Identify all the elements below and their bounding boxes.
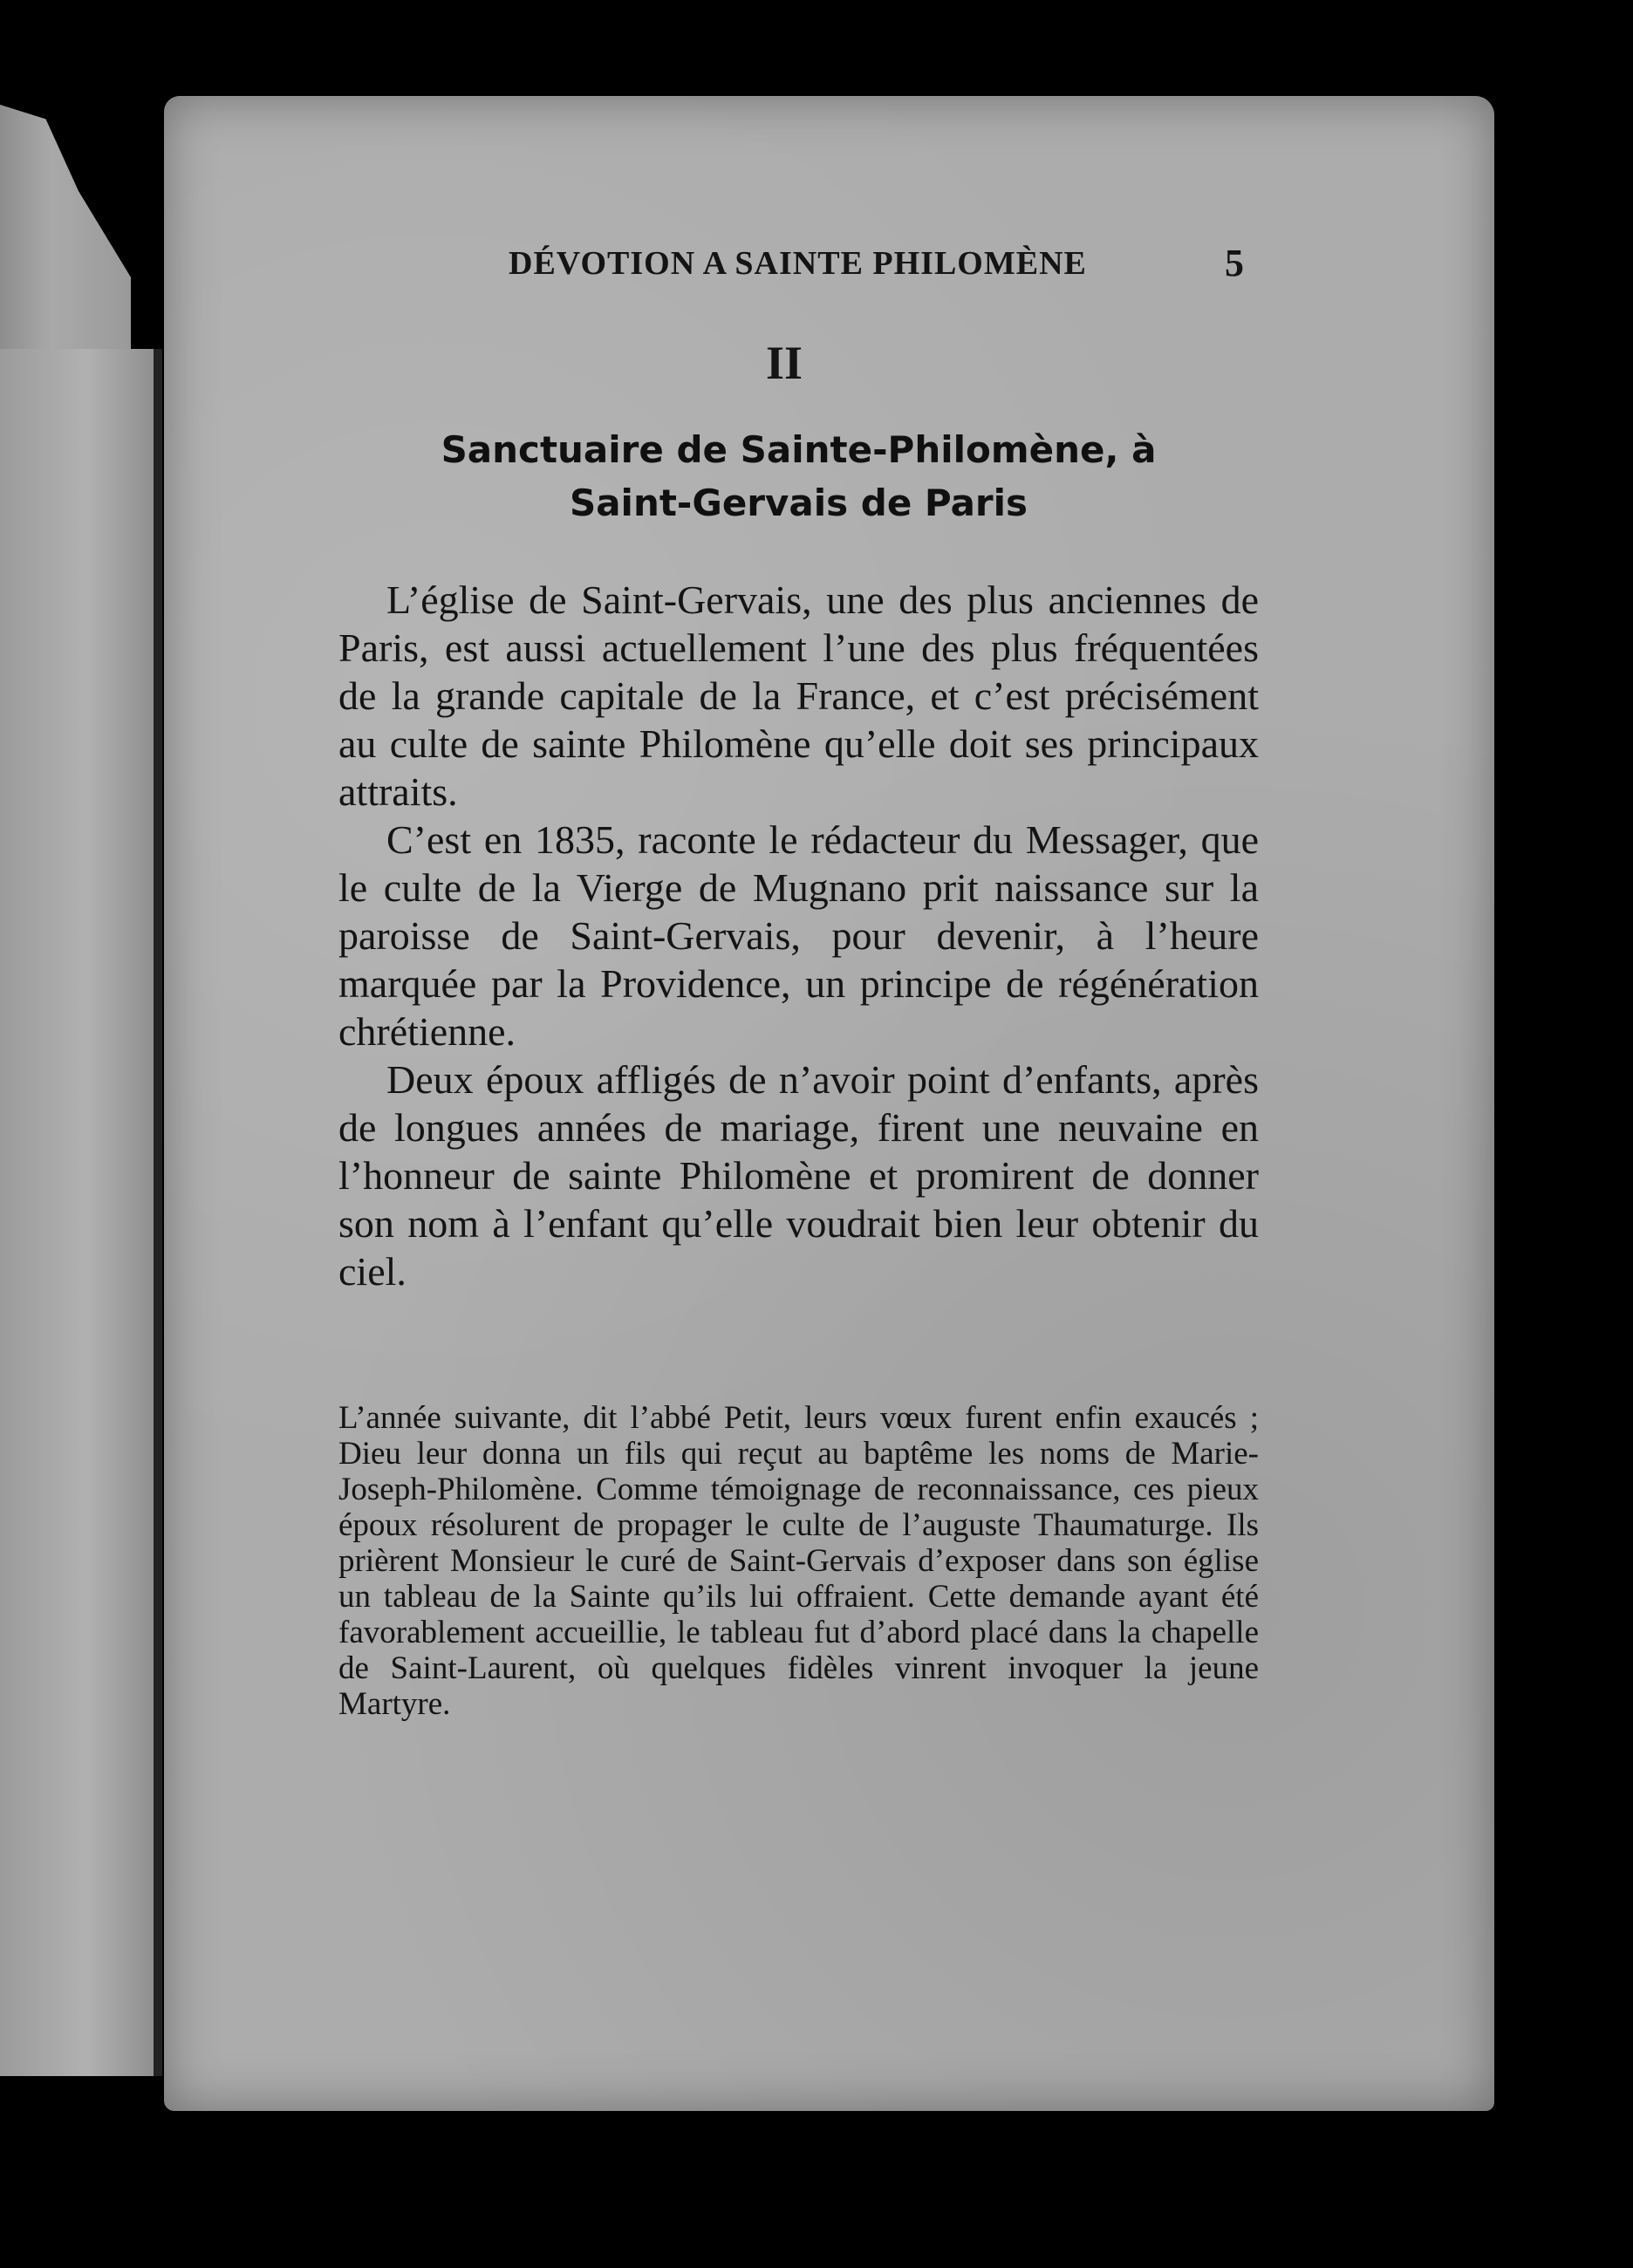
- quoted-passage: L’année suivante, dit l’abbé Petit, leurs vœux furent enfin exaucés ; Dieu leur donna un fils qui reçut au baptême les noms de Marie-Joseph-Philomène. Comme témoignage de reconnaissance, ces pieux époux résolurent de propager le culte de l’auguste Thaumaturge. Ils prièrent Monsieur le curé de Saint-Gervais d’exposer dans son église un tableau de la Sainte qu’ils lui offraient. Cette demande ayant été favorablement accueillie, le tableau fut d’abord placé dans la chapelle de Saint-Laurent, où quelques fidèles vinrent invoquer la jeune Martyre.: [338, 1400, 1259, 1722]
- page-gutter-shadow: [154, 349, 162, 2076]
- paragraph-1: L’église de Saint-Gervais, une des plus anciennes de Paris, est aussi actuellement l’une des plus fréquentées de la grande capitale de la France, et c’est précisément au culte de sainte Philomène qu’elle doit ses principaux attraits.: [338, 577, 1259, 814]
- paragraph-2: C’est en 1835, raconte le rédacteur du Messager, que le culte de la Vierge de Mugnano prit naissance sur la paroisse de Saint-Gervais, pour devenir, à l’heure marquée par la Providence, un principe de régénération chrétienne.: [338, 817, 1259, 1054]
- section-title: [330, 423, 1267, 529]
- page-number: 5: [1225, 242, 1244, 284]
- previous-page-fragment: [0, 349, 157, 2076]
- paragraph-3: Deux époux affligés de n’avoir point d’enfants, après de longues années de mariage, firent une neuvaine en l’honneur de sainte Philomène et promirent de donner son nom à l’enfant qu’elle voudrait bien leur obtenir du ciel.: [338, 1057, 1259, 1294]
- book-page: [164, 96, 1494, 2111]
- section-title-line-2: Saint-Gervais de Paris: [569, 482, 1028, 524]
- section-title-line-1: Sanctuaire de Sainte-Philomène, à: [441, 428, 1157, 471]
- body-text: [338, 576, 1259, 1295]
- running-head: DÉVOTION A SAINTE PHILOMÈNE: [509, 245, 1087, 282]
- section-number: II: [766, 337, 803, 389]
